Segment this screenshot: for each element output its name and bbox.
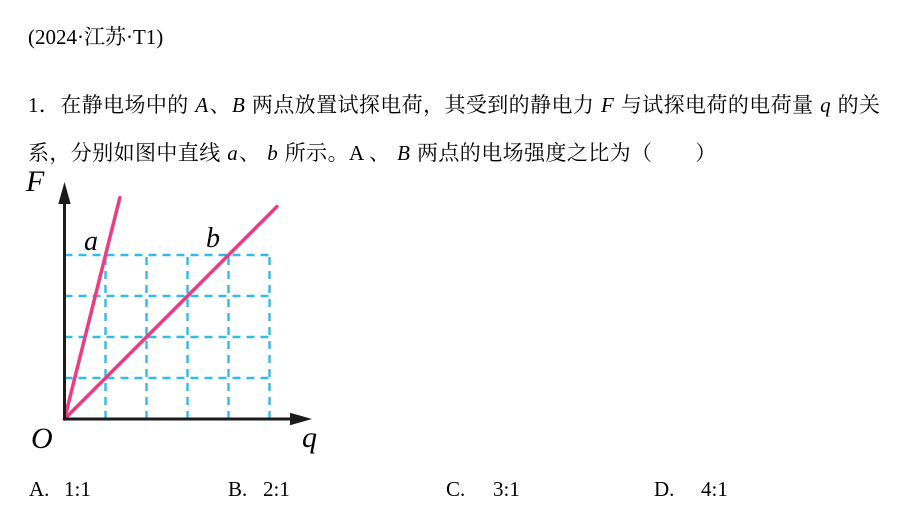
text-run: 、 xyxy=(239,141,267,165)
italic-symbol: q xyxy=(820,93,831,117)
text-run: 的关 xyxy=(831,93,881,117)
option-c-letter: C. xyxy=(446,477,466,501)
option-a-value: 1:1 xyxy=(64,477,91,501)
dashed-grid xyxy=(65,255,270,419)
problem-text-line-1 xyxy=(28,89,880,119)
fq-graph-svg xyxy=(18,162,348,462)
source-tag: (2024·江苏·T1) xyxy=(28,25,164,49)
text-run: 与试探电荷的电荷量 xyxy=(615,93,820,117)
italic-symbol: B xyxy=(232,93,246,117)
text-run: 系，分别如图中直线 xyxy=(28,141,227,165)
text-run: 两点放置试探电荷，其受到的静电力 xyxy=(246,93,600,117)
line-a-label: a xyxy=(84,226,98,257)
option-c-value: 3:1 xyxy=(493,477,520,501)
italic-symbol: b xyxy=(267,141,279,165)
y-axis-arrowhead-icon xyxy=(58,182,70,204)
line-b-label: b xyxy=(206,223,220,254)
option-a xyxy=(29,477,91,502)
text-run: 1．在静电场中的 xyxy=(28,93,195,117)
italic-symbol: a xyxy=(227,141,239,165)
fq-graph xyxy=(18,162,348,462)
text-run: A xyxy=(348,141,364,165)
text-run: 所示。 xyxy=(279,141,349,165)
italic-symbol: A xyxy=(195,93,209,117)
option-a-letter: A. xyxy=(29,477,50,501)
option-d xyxy=(654,477,728,502)
origin-label: O xyxy=(31,422,53,455)
text-run: 、 xyxy=(363,141,397,165)
x-axis-label: q xyxy=(302,421,317,454)
text-run: 、 xyxy=(209,93,231,117)
option-d-value: 4:1 xyxy=(701,477,728,501)
text-run: 两点的电场强度之比为（ ） xyxy=(411,141,717,165)
option-c xyxy=(446,477,520,502)
option-d-letter: D. xyxy=(654,477,675,501)
option-b-value: 2:1 xyxy=(263,477,290,501)
italic-symbol: F xyxy=(600,93,615,117)
option-b-letter: B. xyxy=(228,477,248,501)
italic-symbol: B xyxy=(397,141,411,165)
y-axis-label: F xyxy=(26,165,45,198)
option-b xyxy=(228,477,290,502)
